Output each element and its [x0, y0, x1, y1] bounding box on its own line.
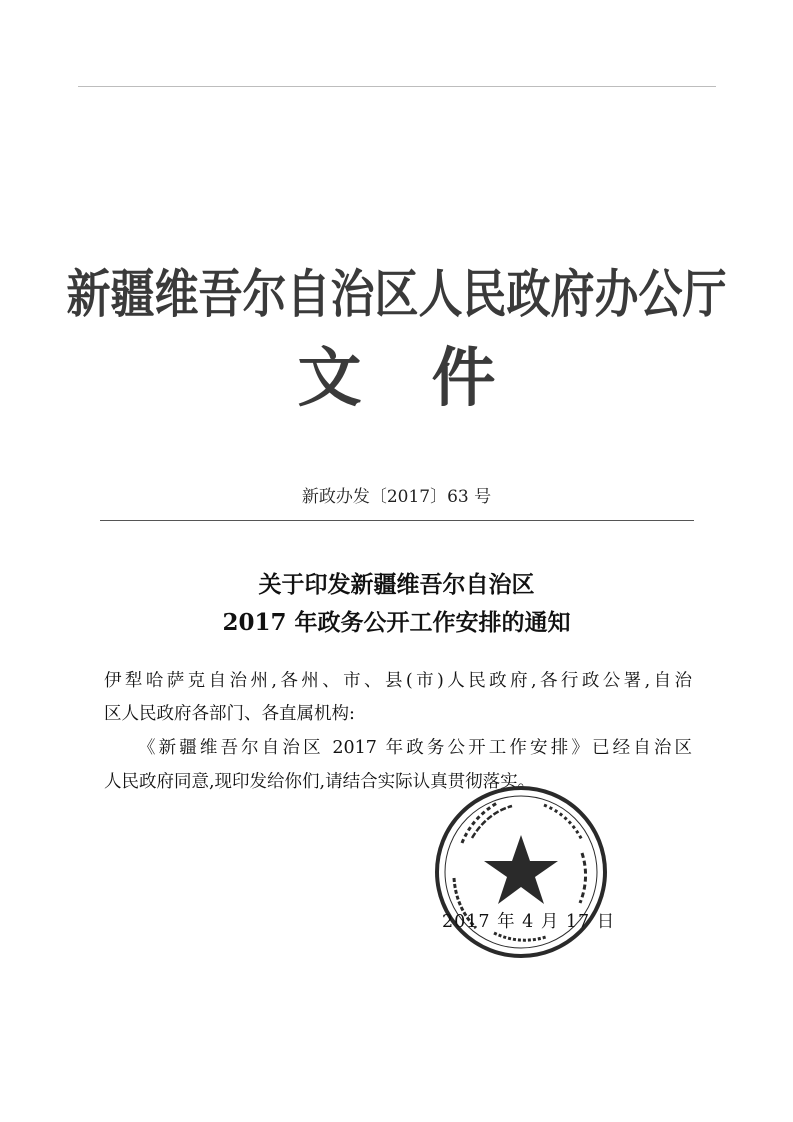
body-line-3: 《新疆维吾尔自治区 2017 年政务公开工作安排》已经自治区 [138, 738, 692, 758]
body-line-4: 人民政府同意,现印发给你们,请结合实际认真贯彻落实。 [104, 772, 536, 792]
official-seal [432, 783, 610, 961]
top-divider [78, 86, 716, 87]
issuer-name: 新疆维吾尔自治区人民政府办公厅 [66, 264, 727, 326]
header-divider [100, 520, 694, 521]
document-type: 文件 [297, 341, 566, 416]
issue-date: 2017 年 4 月 17 日 [442, 912, 616, 932]
body-line-1: 伊犁哈萨克自治州,各州、市、县(市)人民政府,各行政公署,自治 [104, 671, 692, 691]
seal-star-icon [484, 835, 558, 904]
document-number: 新政办发〔2017〕63 号 [301, 487, 492, 507]
notice-title-line2: 2017 年政务公开工作安排的通知 [222, 609, 571, 636]
notice-title-line1: 关于印发新疆维吾尔自治区 [258, 571, 535, 598]
body-line-2: 区人民政府各部门、各直属机构: [104, 704, 355, 724]
